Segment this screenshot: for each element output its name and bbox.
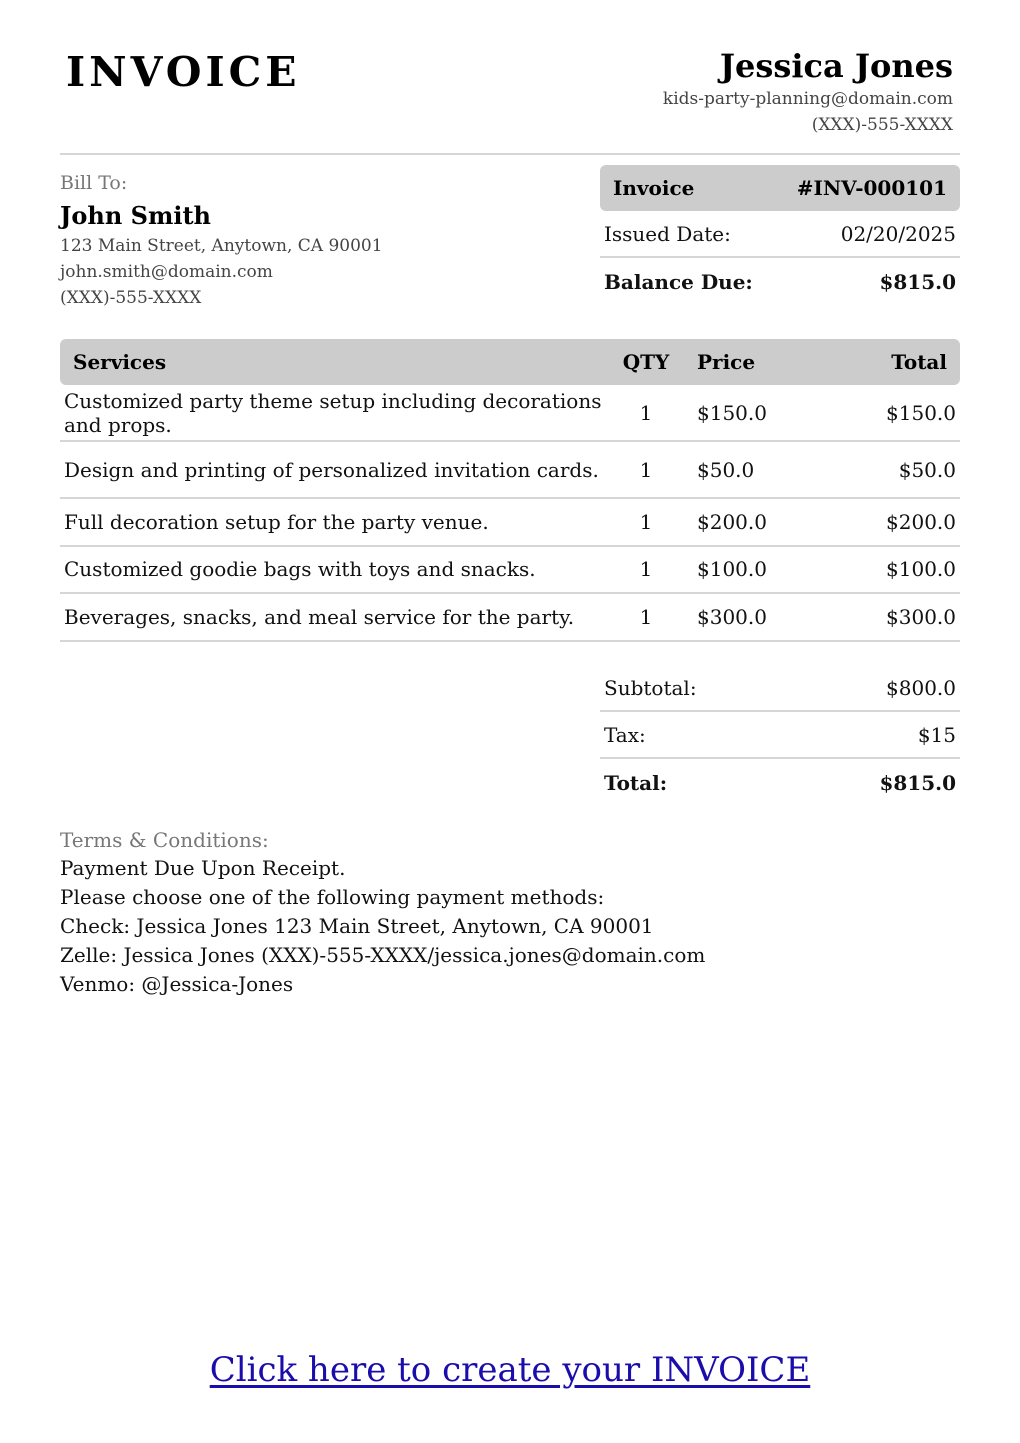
row-description: Design and printing of personalized invitation cards. xyxy=(64,457,599,482)
bill-to-address: 123 Main Street, Anytown, CA 90001 xyxy=(60,236,383,256)
row-qty: 1 xyxy=(639,557,653,582)
row-description: Customized goodie bags with toys and snacks. xyxy=(64,557,536,582)
row-description: Full decoration setup for the party venue. xyxy=(64,509,489,534)
terms-line: Payment Due Upon Receipt. xyxy=(60,856,346,880)
create-invoice-link[interactable]: Click here to create your INVOICE xyxy=(209,1350,811,1390)
seller-name: Jessica Jones xyxy=(719,47,953,85)
subtotal-value: $800.0 xyxy=(886,675,956,700)
terms-line: Venmo: @Jessica-Jones xyxy=(60,972,294,996)
row-description: Beverages, snacks, and meal service for the party. xyxy=(64,604,575,629)
table-row xyxy=(60,385,960,442)
header-services: Services xyxy=(73,350,167,374)
row-total: $300.0 xyxy=(886,604,956,629)
balance-due-value: $815.0 xyxy=(879,269,956,294)
create-invoice-cta xyxy=(0,1350,1020,1390)
header-qty: QTY xyxy=(622,350,670,374)
terms-block xyxy=(60,826,705,999)
subtotal-label: Subtotal: xyxy=(604,675,697,700)
terms-line: Zelle: Jessica Jones (XXX)-555-XXXX/jessica.jones@domain.com xyxy=(60,943,706,967)
row-qty: 1 xyxy=(639,509,653,534)
grand-total-value: $815.0 xyxy=(879,770,956,795)
header-price: Price xyxy=(697,350,756,374)
table-row xyxy=(60,594,960,642)
row-price: $300.0 xyxy=(697,604,767,629)
row-qty: 1 xyxy=(639,457,653,482)
row-qty: 1 xyxy=(639,604,653,629)
invoice-number-header xyxy=(600,165,960,211)
table-row xyxy=(60,547,960,595)
seller-info xyxy=(663,46,953,138)
invoice-meta xyxy=(600,165,960,305)
header-divider xyxy=(60,153,960,155)
terms-line: Check: Jessica Jones 123 Main Street, Anytown, CA 90001 xyxy=(60,914,654,938)
row-qty: 1 xyxy=(639,400,653,425)
issued-date-row xyxy=(600,211,960,258)
issued-date-label: Issued Date: xyxy=(604,221,731,246)
invoice-title: INVOICE xyxy=(66,48,301,96)
invoice-page xyxy=(60,0,960,1443)
bill-to-email: john.smith@domain.com xyxy=(60,262,273,282)
balance-due-row xyxy=(600,258,960,305)
tax-value: $15 xyxy=(917,722,956,747)
tax-row xyxy=(600,712,960,759)
row-total: $150.0 xyxy=(886,400,956,425)
header-total: Total xyxy=(891,350,947,374)
row-price: $50.0 xyxy=(697,457,755,482)
balance-due-label: Balance Due: xyxy=(604,269,753,294)
invoice-number: #INV-000101 xyxy=(796,176,947,200)
row-total: $200.0 xyxy=(886,509,956,534)
grand-total-label: Total: xyxy=(604,770,668,795)
row-price: $150.0 xyxy=(697,400,767,425)
row-price: $200.0 xyxy=(697,509,767,534)
totals-summary xyxy=(600,665,960,806)
table-row xyxy=(60,499,960,547)
issued-date-value: 02/20/2025 xyxy=(840,221,956,246)
seller-phone: (XXX)-555-XXXX xyxy=(811,115,953,135)
tax-label: Tax: xyxy=(604,722,646,747)
row-total: $50.0 xyxy=(898,457,956,482)
bill-to-name: John Smith xyxy=(60,201,211,230)
bill-to-phone: (XXX)-555-XXXX xyxy=(60,288,202,308)
seller-email: kids-party-planning@domain.com xyxy=(662,89,953,109)
subtotal-row xyxy=(600,665,960,712)
services-table xyxy=(60,339,960,642)
row-price: $100.0 xyxy=(697,557,767,582)
row-total: $100.0 xyxy=(886,557,956,582)
invoice-label: Invoice xyxy=(613,176,695,200)
terms-line: Please choose one of the following payment methods: xyxy=(60,885,605,909)
row-description: Customized party theme setup including decorations and props. xyxy=(64,388,602,437)
terms-label: Terms & Conditions: xyxy=(60,828,269,852)
bill-to-label: Bill To: xyxy=(60,172,128,194)
table-row xyxy=(60,442,960,499)
services-table-header xyxy=(60,339,960,385)
grand-total-row xyxy=(600,759,960,806)
bill-to-block xyxy=(60,170,383,311)
